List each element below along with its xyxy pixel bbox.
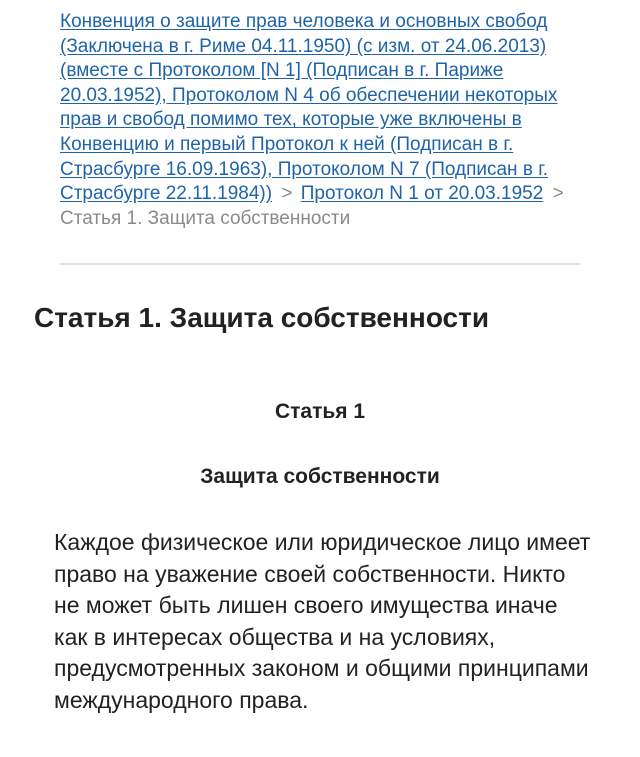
breadcrumb-protocol-link[interactable]: Протокол N 1 от 20.03.1952: [300, 183, 544, 205]
breadcrumb-separator: >: [281, 183, 293, 205]
article-subtitle: Защита собственности: [200, 465, 440, 488]
article-body: Каждое физическое или юридическое лицо имеет право на уважение своей собственности. Никто не может быть лишен своего имущества иначе как в интересах общества и на условиях, предусмотренных законом и общими принципами международного права.: [54, 529, 591, 713]
article-number: Статья 1: [274, 400, 366, 423]
breadcrumb-convention-link[interactable]: Конвенция о защите прав человека и основных свобод (Заключена в г. Риме 04.11.1950) (с изм. от 24.06.2013) (вместе с Протоколом [N 1] (Подписан в г. Париже 20.03.1952), Протоколом N 4 об обеспечении некоторых прав и свобод помимо тех, которые уже включены в Конвенцию и первый Протокол к ней (Подписан в г. Страсбурге 16.09.1963), Протоколом N 7 (Подписан в г. Страсбурге 22.11.1984)): [60, 11, 558, 205]
breadcrumb: [60, 10, 580, 231]
breadcrumb-current: Статья 1. Защита собственности: [60, 207, 351, 229]
page-title: Статья 1. Защита собственности: [34, 302, 490, 333]
divider: [60, 263, 580, 265]
breadcrumb-separator: >: [552, 183, 564, 205]
